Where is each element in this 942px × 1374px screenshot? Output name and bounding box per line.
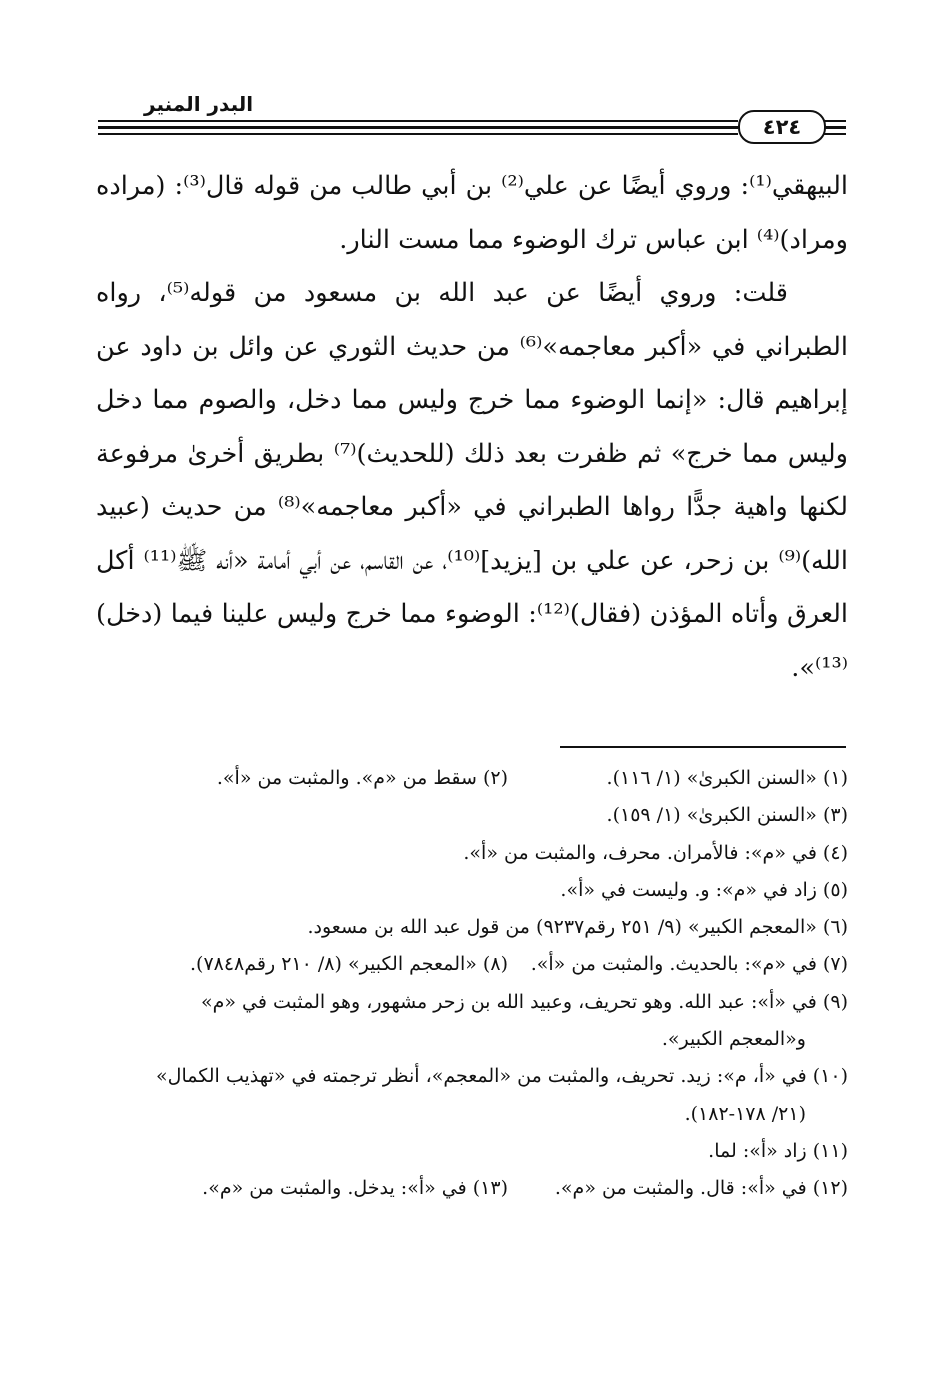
footnote: (٨) «المعجم الكبير» (٨/ ٢١٠ رقم٧٨٤٨).: [189, 953, 508, 976]
footnote: (١) «السنن الكبرىٰ» (١/ ١١٦).: [606, 767, 848, 789]
footnote: (٤) في «م»: فالأمران. محرف، والمثبت من «أ».: [463, 841, 848, 864]
page-header: [98, 92, 846, 148]
footnote: (٢) سقط من «م». والمثبت من «أ».: [216, 767, 508, 789]
footnote-continuation: و«المعجم الكبير».: [661, 1028, 806, 1051]
footnotes: [96, 760, 848, 1208]
header-rule: [98, 126, 738, 129]
footnote: (١٠) في «أ، م»: زيد. تحريف، والمثبت من «المعجم»، أنظر ترجمته في «تهذيب الكمال»: [156, 1065, 848, 1088]
header-rule: [824, 133, 846, 135]
paragraph: قلت: وروي أيضًا عن عبد الله بن مسعود من قوله⁽⁵⁾، رواه الطبراني في «أكبر معاجمه»⁽⁶⁾ من حديث الثوري عن وائل بن داود عن إبراهيم قال: «إنما الوضوء مما خرج وليس مما دخل، والصوم مما دخل وليس مما خرج» ثم ظفرت بعد ذلك (للحديث)⁽⁷⁾ بطريق أخرىٰ مرفوعة لكنها واهية جدًّا رواها الطبراني في «أكبر معاجمه»⁽⁸⁾ من حديث (عبيد الله)⁽⁹⁾ بن زحر، عن علي بن [يزيد]⁽¹⁰⁾، عن القاسم، عن أبي أمامة «أنه ﷺ⁽¹¹⁾ أكل العرق وأتاه المؤذن (فقال)⁽¹²⁾: الوضوء مما خرج وليس علينا فيما (دخل)⁽¹³⁾».: [96, 278, 849, 683]
book-title: البدر المنير: [138, 92, 259, 116]
footnote: (٦) «المعجم الكبير» (٩/ ٢٥١ رقم٩٢٣٧) من قول عبد الله بن مسعود.: [307, 916, 848, 939]
footnote-row: [96, 1170, 848, 1207]
header-rule: [824, 120, 846, 122]
header-rule: [824, 126, 846, 129]
footnote-row: [96, 760, 848, 797]
footnote: (٥) زاد في «م»: و. وليست في «أ».: [560, 878, 848, 901]
header-rule: [98, 120, 738, 122]
footnote: (١٣) في «أ»: يدخل. والمثبت من «م».: [202, 1177, 508, 1200]
footnote-divider: [560, 746, 846, 748]
page-number: ٤٢٤: [738, 110, 826, 144]
footnote: (١٢) في «أ»: قال. والمثبت من «م».: [554, 1177, 848, 1200]
footnote: (٧) في «م»: بالحديث. والمثبت من «أ».: [530, 953, 848, 976]
main-text: [96, 160, 848, 695]
footnote: (١١) زاد «أ»: لما.: [708, 1139, 848, 1162]
footnote-continuation: (٢١/ ١٧٨-١٨٢).: [684, 1102, 806, 1125]
footnote: (٩) في «أ»: عبد الله. وهو تحريف، وعبيد الله بن زحر مشهور، وهو المثبت في «م»: [200, 990, 848, 1013]
footnote-row: [96, 946, 848, 983]
footnote: (٣) «السنن الكبرىٰ» (١/ ١٥٩).: [606, 804, 848, 827]
header-rule: [98, 133, 738, 135]
paragraph: البيهقي⁽¹⁾: وروي أيضًا عن علي⁽²⁾ بن أبي طالب من قوله قال⁽³⁾: (مراده ومراد)⁽⁴⁾ ابن عباس ترك الوضوء مما مست النار.: [96, 171, 849, 255]
